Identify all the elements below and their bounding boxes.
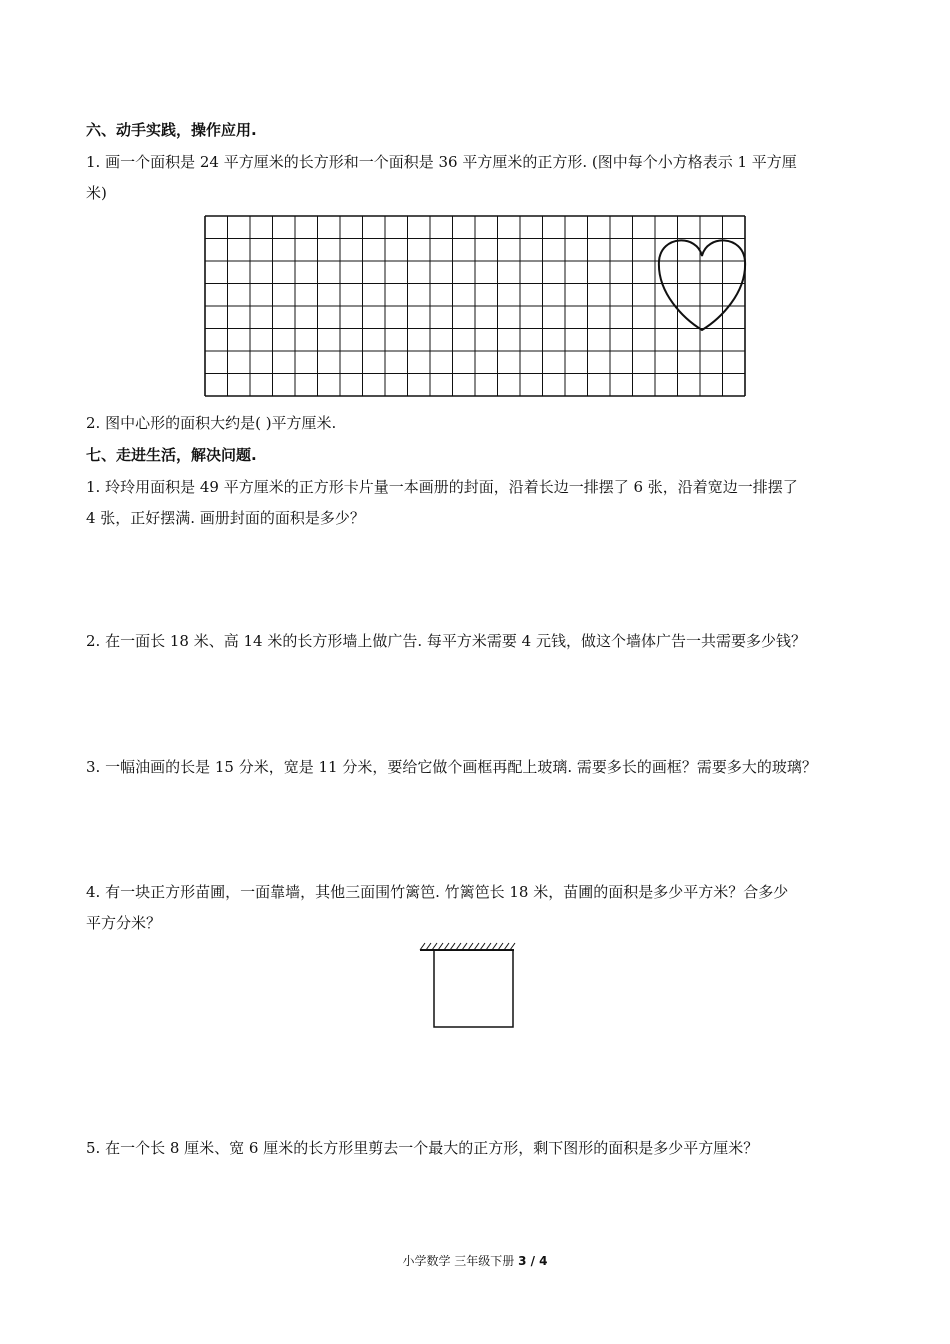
page-footer bbox=[0, 1252, 950, 1269]
q6-2: 2. 图中心形的面积大约是( )平方厘米. bbox=[86, 414, 337, 432]
section-7-title: 七、走进生活，解决问题. bbox=[86, 446, 257, 464]
q6-1-line1: 1. 画一个面积是 24 平方厘米的长方形和一个面积是 36 平方厘米的正方形. (图中每个小方格表示 1 平方厘 bbox=[86, 153, 797, 171]
footer-page-number: 3 / 4 bbox=[518, 1254, 548, 1268]
section-6-title: 六、动手实践，操作应用. bbox=[86, 121, 257, 139]
q6-1-line2: 米) bbox=[86, 184, 107, 202]
q7-1-line2: 4 张，正好摆满. 画册封面的面积是多少？ bbox=[86, 509, 365, 527]
fence-outline bbox=[434, 950, 513, 1027]
nursery-diagram bbox=[418, 940, 518, 1030]
q7-4-line1: 4. 有一块正方形苗圃，一面靠墙，其他三面围竹篱笆. 竹篱笆长 18 米，苗圃的面积是多少平方米？合多少 bbox=[86, 883, 789, 901]
q7-3: 3. 一幅油画的长是 15 分米，宽是 11 分米，要给它做个画框再配上玻璃. 需要多长的画框？需要多大的玻璃？ bbox=[86, 758, 817, 776]
heart-shape bbox=[659, 240, 745, 330]
q7-2: 2. 在一面长 18 米、高 14 米的长方形墙上做广告. 每平方米需要 4 元钱，做这个墙体广告一共需要多少钱？ bbox=[86, 632, 806, 650]
grid-lines bbox=[205, 216, 745, 396]
q7-1-line1: 1. 玲玲用面积是 49 平方厘米的正方形卡片量一本画册的封面，沿着长边一排摆了 6 张，沿着宽边一排摆了 bbox=[86, 478, 798, 496]
wall-hatching bbox=[420, 943, 515, 950]
square-grid bbox=[204, 215, 748, 399]
q7-4-line2: 平方分米？ bbox=[86, 914, 162, 932]
q7-5: 5. 在一个长 8 厘米、宽 6 厘米的长方形里剪去一个最大的正方形，剩下图形的面积是多少平方厘米？ bbox=[86, 1139, 759, 1157]
footer-subject: 小学数学 三年级下册 bbox=[402, 1254, 519, 1268]
